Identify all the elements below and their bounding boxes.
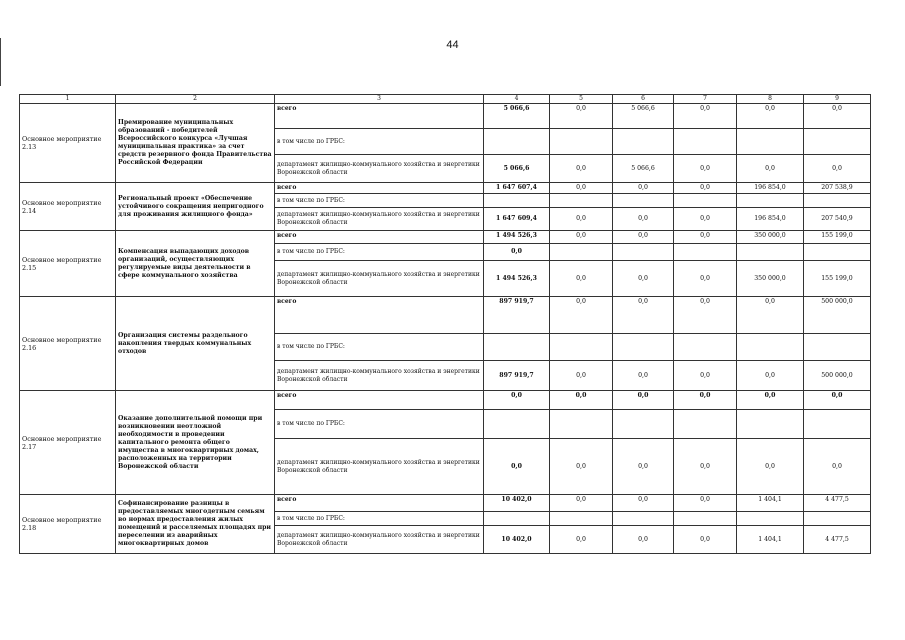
header-cell: 8	[737, 95, 804, 104]
funding-grbs-label: в том числе по ГРБС:	[275, 194, 484, 208]
value-cell: 196 854,0	[737, 208, 804, 231]
funding-total-label: всего	[275, 391, 484, 410]
value-cell: 5 066,6	[613, 104, 674, 129]
value-cell: 0,0	[737, 155, 804, 183]
value-cell: 0,0	[613, 495, 674, 512]
value-cell: 5 066,6	[484, 104, 550, 129]
value-cell	[613, 410, 674, 439]
value-cell: 4 477,5	[804, 495, 871, 512]
value-cell: 196 854,0	[737, 183, 804, 194]
value-cell: 0,0	[550, 208, 613, 231]
value-cell: 0,0	[484, 391, 550, 410]
value-cell	[804, 129, 871, 155]
value-cell: 0,0	[737, 391, 804, 410]
value-cell	[737, 129, 804, 155]
value-cell: 0,0	[550, 104, 613, 129]
table-row	[20, 297, 871, 334]
value-cell	[484, 512, 550, 526]
header-cell: 1	[20, 95, 116, 104]
funding-total-label: всего	[275, 297, 484, 334]
value-cell: 1 647 607,4	[484, 183, 550, 194]
value-cell: 0,0	[613, 261, 674, 297]
value-cell	[484, 410, 550, 439]
table-row	[20, 391, 871, 410]
value-cell: 0,0	[804, 155, 871, 183]
value-cell: 0,0	[737, 297, 804, 334]
value-cell	[550, 410, 613, 439]
value-cell: 0,0	[737, 104, 804, 129]
table-row	[20, 495, 871, 512]
value-cell: 897 919,7	[484, 297, 550, 334]
funding-total-label: всего	[275, 231, 484, 244]
value-cell: 0,0	[804, 439, 871, 495]
table-row	[20, 104, 871, 129]
value-cell: 207 538,9	[804, 183, 871, 194]
measure-name: Софинансирование разницы в предоставляемых многодетным семьям во нормах предоставления жилых помещений и расселяемых площадях при переселении из аварийных многоквартирных домов	[116, 495, 275, 554]
value-cell	[550, 244, 613, 261]
value-cell	[484, 194, 550, 208]
value-cell: 0,0	[674, 208, 737, 231]
value-cell: 0,0	[674, 361, 737, 391]
funding-grbs-label: в том числе по ГРБС:	[275, 334, 484, 361]
measure-label: Основное мероприятие 2.13	[20, 104, 116, 183]
value-cell: 0,0	[613, 208, 674, 231]
value-cell: 0,0	[804, 104, 871, 129]
funding-grbs-label: в том числе по ГРБС:	[275, 512, 484, 526]
header-cell: 6	[613, 95, 674, 104]
value-cell: 1 404,1	[737, 495, 804, 512]
value-cell	[550, 334, 613, 361]
value-cell	[674, 334, 737, 361]
value-cell: 0,0	[674, 183, 737, 194]
value-cell: 0,0	[674, 231, 737, 244]
value-cell: 0,0	[550, 495, 613, 512]
value-cell	[804, 512, 871, 526]
value-cell	[737, 334, 804, 361]
value-cell: 897 919,7	[484, 361, 550, 391]
value-cell: 350 000,0	[737, 231, 804, 244]
measure-name: Организация системы раздельного накопления твердых коммунальных отходов	[116, 297, 275, 391]
value-cell	[550, 129, 613, 155]
value-cell	[674, 244, 737, 261]
value-cell	[484, 129, 550, 155]
value-cell: 5 066,6	[484, 155, 550, 183]
value-cell: 0,0	[550, 155, 613, 183]
measure-label: Основное мероприятие 2.15	[20, 231, 116, 297]
measure-label: Основное мероприятие 2.18	[20, 495, 116, 554]
funding-grbs-label: в том числе по ГРБС:	[275, 410, 484, 439]
measure-name: Премирование муниципальных образований - победителей Всероссийского конкурса «Лучшая муниципальная практика» за счет средств резервного фонда Правительства Российской Федерации	[116, 104, 275, 183]
measure-name: Региональный проект «Обеспечение устойчивого сокращения непригодного для проживания жилищного фонда»	[116, 183, 275, 231]
value-cell: 0,0	[550, 183, 613, 194]
value-cell: 1 647 609,4	[484, 208, 550, 231]
value-cell	[804, 244, 871, 261]
funding-total-label: всего	[275, 104, 484, 129]
value-cell: 0,0	[674, 439, 737, 495]
value-cell: 5 066,6	[613, 155, 674, 183]
value-cell: 1 494 526,3	[484, 261, 550, 297]
funding-grbs-label: в том числе по ГРБС:	[275, 129, 484, 155]
measure-name: Компенсация выпадающих доходов организаций, осуществляющих регулируемые виды деятельности в сфере коммунального хозяйства	[116, 231, 275, 297]
value-cell: 1 494 526,3	[484, 231, 550, 244]
value-cell: 0,0	[613, 231, 674, 244]
funding-department-label: департамент жилищно-коммунального хозяйства и энергетики Воронежской области	[275, 526, 484, 554]
value-cell: 0,0	[674, 155, 737, 183]
measure-name: Оказание дополнительной помощи при возникновении неотложной необходимости в проведении капитального ремонта общего имущества в многоквартирных домах, расположенных на территории Воронежской области	[116, 391, 275, 495]
value-cell	[804, 410, 871, 439]
value-cell: 155 199,0	[804, 231, 871, 244]
value-cell	[737, 410, 804, 439]
funding-total-label: всего	[275, 183, 484, 194]
funding-department-label: департамент жилищно-коммунального хозяйства и энергетики Воронежской области	[275, 439, 484, 495]
value-cell	[674, 129, 737, 155]
value-cell: 0,0	[613, 297, 674, 334]
value-cell: 0,0	[613, 361, 674, 391]
funding-department-label: департамент жилищно-коммунального хозяйства и энергетики Воронежской области	[275, 155, 484, 183]
page-number: 44	[446, 39, 459, 51]
value-cell: 0,0	[550, 526, 613, 554]
value-cell	[613, 194, 674, 208]
value-cell: 350 000,0	[737, 261, 804, 297]
value-cell: 0,0	[613, 439, 674, 495]
header-cell: 2	[116, 95, 275, 104]
value-cell: 0,0	[550, 361, 613, 391]
value-cell: 0,0	[737, 439, 804, 495]
value-cell	[613, 244, 674, 261]
value-cell: 0,0	[550, 261, 613, 297]
value-cell: 0,0	[674, 495, 737, 512]
value-cell: 0,0	[674, 526, 737, 554]
value-cell	[613, 512, 674, 526]
value-cell: 500 000,0	[804, 297, 871, 334]
value-cell	[674, 512, 737, 526]
header-row	[20, 95, 871, 104]
value-cell	[737, 194, 804, 208]
value-cell: 0,0	[550, 297, 613, 334]
value-cell	[674, 194, 737, 208]
funding-total-label: всего	[275, 495, 484, 512]
value-cell: 0,0	[550, 231, 613, 244]
value-cell	[674, 410, 737, 439]
table-row	[20, 231, 871, 244]
value-cell: 0,0	[674, 261, 737, 297]
value-cell: 0,0	[550, 439, 613, 495]
value-cell: 0,0	[804, 391, 871, 410]
header-cell: 5	[550, 95, 613, 104]
funding-department-label: департамент жилищно-коммунального хозяйства и энергетики Воронежской области	[275, 361, 484, 391]
value-cell: 155 199,0	[804, 261, 871, 297]
value-cell: 0,0	[674, 391, 737, 410]
value-cell: 0,0	[613, 526, 674, 554]
value-cell	[613, 334, 674, 361]
value-cell: 0,0	[550, 391, 613, 410]
table-row	[20, 183, 871, 194]
value-cell: 207 540,9	[804, 208, 871, 231]
value-cell	[737, 512, 804, 526]
value-cell	[613, 129, 674, 155]
value-cell	[550, 512, 613, 526]
budget-table	[19, 94, 871, 554]
value-cell: 0,0	[484, 439, 550, 495]
value-cell: 0,0	[484, 244, 550, 261]
value-cell: 10 402,0	[484, 526, 550, 554]
funding-grbs-label: в том числе по ГРБС:	[275, 244, 484, 261]
measure-label: Основное мероприятие 2.14	[20, 183, 116, 231]
value-cell	[484, 334, 550, 361]
header-cell: 7	[674, 95, 737, 104]
value-cell: 4 477,5	[804, 526, 871, 554]
value-cell	[804, 334, 871, 361]
measure-label: Основное мероприятие 2.17	[20, 391, 116, 495]
value-cell: 500 000,0	[804, 361, 871, 391]
value-cell	[550, 194, 613, 208]
funding-department-label: департамент жилищно-коммунального хозяйства и энергетики Воронежской области	[275, 261, 484, 297]
value-cell: 1 404,1	[737, 526, 804, 554]
value-cell: 0,0	[674, 104, 737, 129]
value-cell: 0,0	[613, 183, 674, 194]
header-cell: 3	[275, 95, 484, 104]
value-cell: 0,0	[674, 297, 737, 334]
measure-label: Основное мероприятие 2.16	[20, 297, 116, 391]
value-cell	[737, 244, 804, 261]
value-cell: 0,0	[737, 361, 804, 391]
value-cell: 0,0	[613, 391, 674, 410]
funding-department-label: департамент жилищно-коммунального хозяйства и энергетики Воронежской области	[275, 208, 484, 231]
value-cell	[804, 194, 871, 208]
header-cell: 9	[804, 95, 871, 104]
value-cell: 10 402,0	[484, 495, 550, 512]
header-cell: 4	[484, 95, 550, 104]
